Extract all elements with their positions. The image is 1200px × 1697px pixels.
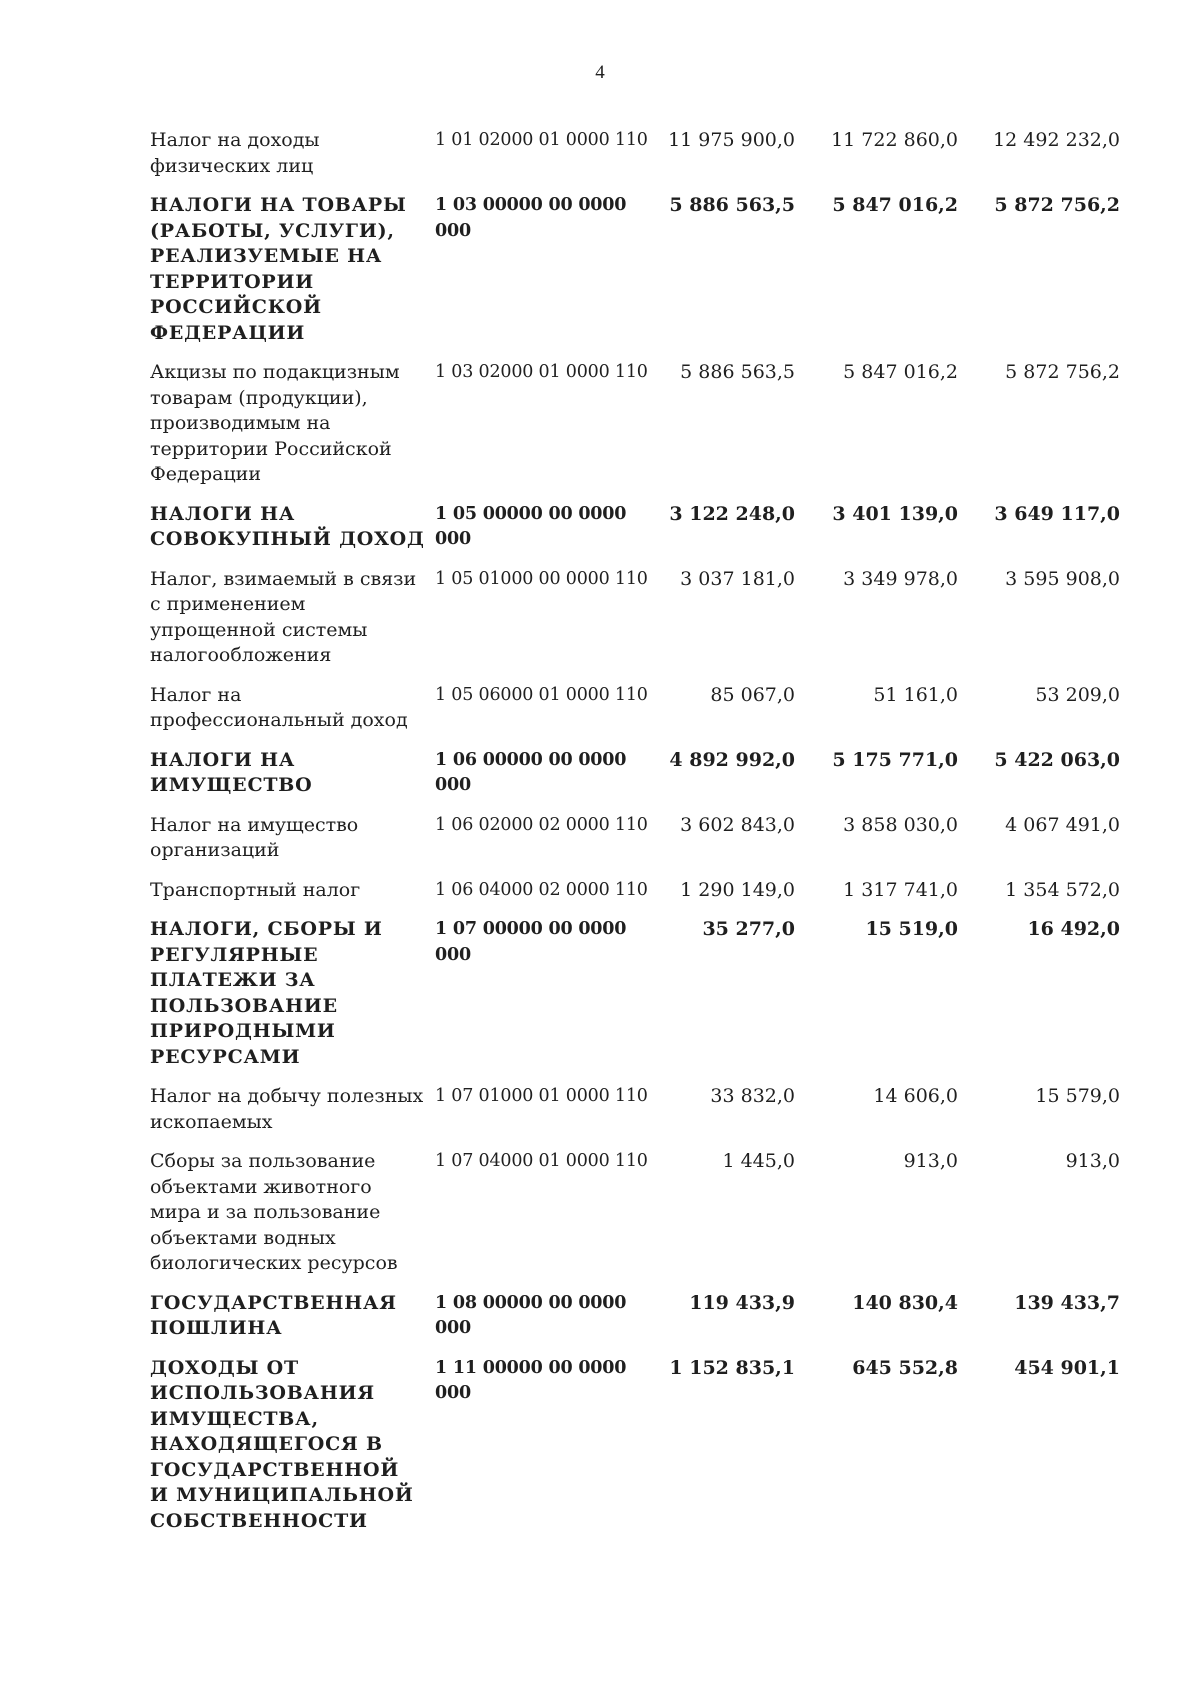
row-value-1: 119 433,9 — [689, 1291, 795, 1314]
table-row — [150, 128, 1125, 179]
row-value-1: 11 975 900,0 — [668, 129, 795, 151]
row-value-1: 1 445,0 — [722, 1150, 795, 1172]
row-value-2: 51 161,0 — [873, 683, 958, 706]
row-value-3: 5 872 756,2 — [1005, 361, 1120, 383]
row-name: НАЛОГИ НА ТОВАРЫ (РАБОТЫ, УСЛУГИ), РЕАЛИЗУЕМЫЕ НА ТЕРРИТОРИИ РОССИЙСКОЙ ФЕДЕРАЦИИ — [150, 194, 407, 344]
row-code: 1 06 02000 02 0000 110 — [435, 814, 648, 835]
budget-revenue-table — [150, 128, 1125, 1548]
page-number: 4 — [595, 62, 605, 83]
row-name: Налог на доходы физических лиц — [150, 129, 320, 177]
row-value-2: 15 519,0 — [865, 918, 958, 940]
row-value-1: 3 122 248,0 — [669, 502, 795, 525]
row-code: 1 07 04000 01 0000 110 — [435, 1151, 648, 1171]
row-name: Акцизы по подакцизным товарам (продукции), производимым на территории Российской Федерации — [150, 361, 400, 485]
table-row — [150, 683, 1125, 734]
row-name: Транспортный налог — [150, 878, 361, 901]
row-code: 1 05 00000 00 0000 000 — [435, 503, 627, 549]
row-name: ГОСУДАРСТВЕННАЯ ПОШЛИНА — [150, 1291, 397, 1339]
row-value-1: 1 152 835,1 — [669, 1356, 795, 1379]
table-row — [150, 1356, 1125, 1535]
row-value-2: 645 552,8 — [852, 1356, 958, 1379]
row-value-1: 3 037 181,0 — [680, 567, 795, 590]
row-code: 1 06 04000 02 0000 110 — [435, 879, 648, 900]
row-code: 1 05 06000 01 0000 110 — [435, 684, 648, 705]
row-value-3: 4 067 491,0 — [1005, 813, 1120, 836]
row-value-2: 5 847 016,2 — [832, 194, 958, 216]
table-row — [150, 567, 1125, 669]
row-value-1: 4 892 992,0 — [669, 748, 795, 771]
row-value-1: 33 832,0 — [710, 1085, 795, 1107]
table-row — [150, 193, 1125, 346]
row-code: 1 03 02000 01 0000 110 — [435, 362, 648, 382]
row-value-3: 16 492,0 — [1027, 918, 1120, 940]
row-value-3: 1 354 572,0 — [1005, 878, 1120, 901]
row-value-2: 14 606,0 — [873, 1085, 958, 1107]
row-value-1: 35 277,0 — [702, 918, 795, 940]
row-value-3: 5 872 756,2 — [994, 194, 1120, 216]
row-value-3: 139 433,7 — [1014, 1291, 1120, 1314]
row-value-2: 3 858 030,0 — [843, 813, 958, 836]
row-value-3: 3 595 908,0 — [1005, 567, 1120, 590]
row-value-1: 85 067,0 — [710, 683, 795, 706]
row-name: Налог, взимаемый в связи с применением упрощенной системы налогообложения — [150, 567, 417, 666]
row-name: ДОХОДЫ ОТ ИСПОЛЬЗОВАНИЯ ИМУЩЕСТВА, НАХОДЯЩЕГОСЯ В ГОСУДАРСТВЕННОЙ И МУНИЦИПАЛЬНОЙ СОБСТВЕННОСТИ — [150, 1356, 414, 1532]
row-value-2: 1 317 741,0 — [843, 878, 958, 901]
row-value-3: 12 492 232,0 — [993, 129, 1120, 151]
row-code: 1 07 01000 01 0000 110 — [435, 1086, 648, 1106]
table-row — [150, 502, 1125, 553]
row-name: НАЛОГИ НА СОВОКУПНЫЙ ДОХОД — [150, 502, 425, 550]
row-code: 1 01 02000 01 0000 110 — [435, 130, 648, 150]
row-name: НАЛОГИ, СБОРЫ И РЕГУЛЯРНЫЕ ПЛАТЕЖИ ЗА ПОЛЬЗОВАНИЕ ПРИРОДНЫМИ РЕСУРСАМИ — [150, 918, 383, 1068]
row-value-2: 11 722 860,0 — [831, 129, 958, 151]
row-value-1: 3 602 843,0 — [680, 813, 795, 836]
row-value-3: 15 579,0 — [1035, 1085, 1120, 1107]
table-row — [150, 813, 1125, 864]
row-value-3: 5 422 063,0 — [994, 748, 1120, 771]
row-value-3: 454 901,1 — [1014, 1356, 1120, 1379]
table-row — [150, 1149, 1125, 1277]
row-code: 1 11 00000 00 0000 000 — [435, 1357, 627, 1403]
row-code: 1 07 00000 00 0000 000 — [435, 919, 627, 965]
row-value-2: 3 349 978,0 — [843, 567, 958, 590]
row-name: Налог на профессиональный доход — [150, 683, 408, 731]
row-name: НАЛОГИ НА ИМУЩЕСТВО — [150, 748, 313, 796]
row-value-1: 1 290 149,0 — [680, 878, 795, 901]
row-value-3: 3 649 117,0 — [994, 502, 1120, 525]
row-code: 1 08 00000 00 0000 000 — [435, 1292, 627, 1338]
row-value-2: 3 401 139,0 — [832, 502, 958, 525]
row-name: Сборы за пользование объектами животного мира и за пользование объектами водных биологических ресурсов — [150, 1150, 398, 1274]
row-value-2: 5 175 771,0 — [832, 748, 958, 771]
table-row — [150, 917, 1125, 1070]
table-row — [150, 1291, 1125, 1342]
table-row — [150, 1084, 1125, 1135]
row-value-3: 913,0 — [1065, 1150, 1120, 1172]
table-row — [150, 360, 1125, 488]
row-name: Налог на имущество организаций — [150, 813, 359, 861]
row-code: 1 06 00000 00 0000 000 — [435, 749, 627, 795]
table-row — [150, 748, 1125, 799]
table-row — [150, 878, 1125, 904]
row-value-2: 5 847 016,2 — [843, 361, 958, 383]
row-value-2: 913,0 — [903, 1150, 958, 1172]
row-value-3: 53 209,0 — [1035, 683, 1120, 706]
row-code: 1 03 00000 00 0000 000 — [435, 195, 627, 241]
row-value-1: 5 886 563,5 — [680, 361, 795, 383]
row-code: 1 05 01000 00 0000 110 — [435, 568, 648, 589]
row-value-1: 5 886 563,5 — [669, 194, 795, 216]
row-value-2: 140 830,4 — [852, 1291, 958, 1314]
row-name: Налог на добычу полезных ископаемых — [150, 1085, 424, 1133]
